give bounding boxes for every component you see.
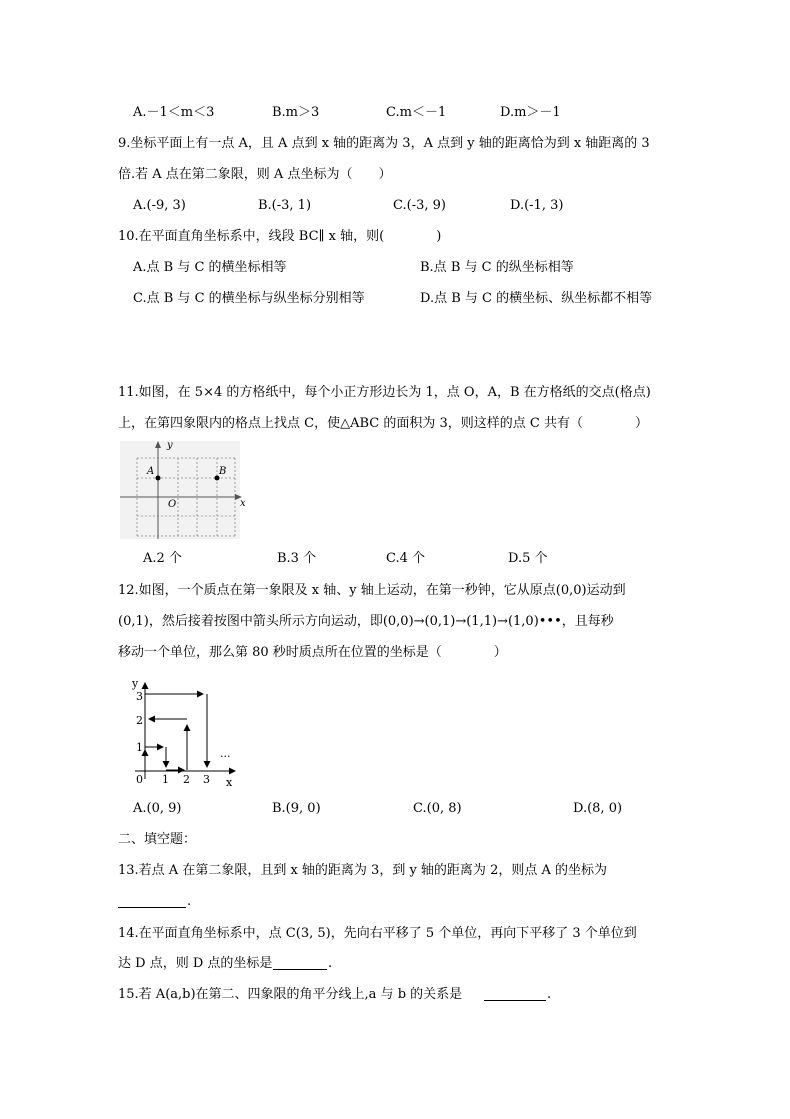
q8-option-d: D.m＞－1 xyxy=(500,105,561,120)
q11-grid-figure xyxy=(118,436,248,542)
q11-option-c: C.4 个 xyxy=(386,551,426,566)
q10-stem: 10.在平面直角坐标系中，线段 BC∥ x 轴，则( ) xyxy=(118,229,442,244)
q9-option-c: C.(-3, 9) xyxy=(393,198,446,213)
q12-option-d: D.(8, 0) xyxy=(573,801,623,816)
q15-answer-blank[interactable] xyxy=(484,1000,546,1001)
q9-stem-line1: 9.坐标平面上有一点 A，且 A 点到 x 轴的距离为 3，A 点到 y 轴的距离恰为到 x 轴距离的 3 xyxy=(118,136,650,151)
q14-period: . xyxy=(328,956,333,971)
q13-answer-blank[interactable] xyxy=(118,907,186,908)
q11-point-a-dot xyxy=(156,476,161,481)
q14-answer-blank[interactable] xyxy=(273,969,327,970)
q10-option-c: C.点 B 与 C 的横坐标与纵坐标分别相等 xyxy=(133,291,365,306)
q12-option-a: A.(0, 9) xyxy=(133,801,182,816)
q12-y-label: y xyxy=(132,677,139,690)
q9-stem-line2: 倍.若 A 点在第二象限，则 A 点坐标为（ ） xyxy=(118,167,392,182)
q11-point-b-label: B xyxy=(219,466,227,477)
q12-x-tick-3: 3 xyxy=(203,773,210,786)
q12-y-tick-2: 2 xyxy=(136,714,143,727)
section-title-fill-in: 二、填空题： xyxy=(118,832,197,847)
q11-origin-label: O xyxy=(168,499,177,510)
q12-stem-line2: (0,1)，然后接着按图中箭头所示方向运动，即(0,0)→(0,1)→(1,1)→(1,0)•••，且每秒 xyxy=(118,614,614,629)
q12-stem-line3: 移动一个单位，那么第 80 秒时质点所在位置的坐标是（ ） xyxy=(118,645,507,660)
q12-x-tick-2: 2 xyxy=(183,773,190,786)
q8-option-c: C.m＜－1 xyxy=(386,105,447,120)
q13-line1: 13.若点 A 在第二象限，且到 x 轴的距离为 3，到 y 轴的距离为 2，则点 A 的坐标为 xyxy=(118,863,607,878)
q8-option-b: B.m＞3 xyxy=(272,105,320,120)
q12-stem-line1: 12.如图，一个质点在第一象限及 x 轴、y 轴上运动，在第一秒钟，它从原点(0,0)运动到 xyxy=(118,583,626,598)
q14-line1: 14.在平面直角坐标系中，点 C(3, 5)，先向右平移了 5 个单位，再向下平移了 3 个单位到 xyxy=(118,926,637,941)
q11-stem-line1: 11.如图，在 5×4 的方格纸中，每个小正方形边长为 1，点 O，A，B 在方格纸的交点(格点) xyxy=(118,385,651,400)
q8-option-a: A.－1＜m＜3 xyxy=(133,105,215,120)
q12-ellipsis: ... xyxy=(220,747,231,760)
q12-option-c: C.(0, 8) xyxy=(413,801,462,816)
q12-x-label: x xyxy=(226,776,233,789)
q11-stem-line2: 上，在第四象限内的格点上找点 C，使△ABC 的面积为 3，则这样的点 C 共有（ ） xyxy=(118,416,648,431)
q11-x-label: x xyxy=(240,498,246,509)
q15-text: 15.若 A(a,b)在第二、四象限的角平分线上,a 与 b 的关系是 xyxy=(118,987,463,1002)
q12-y-tick-3: 3 xyxy=(136,690,143,703)
q12-x-tick-1: 1 xyxy=(162,773,169,786)
q12-y-tick-1: 1 xyxy=(136,741,143,754)
q11-point-a-label: A xyxy=(147,466,155,477)
q13-period: . xyxy=(187,894,192,909)
q11-y-label: y xyxy=(167,440,173,451)
q9-option-b: B.(-3, 1) xyxy=(258,198,312,213)
q11-option-a: A.2 个 xyxy=(143,551,182,566)
q15-period: . xyxy=(547,987,552,1002)
q14-line2: 达 D 点，则 D 点的坐标是 xyxy=(118,956,273,971)
q11-option-d: D.5 个 xyxy=(508,551,548,566)
q10-option-a: A.点 B 与 C 的横坐标相等 xyxy=(133,260,287,275)
q10-option-d: D.点 B 与 C 的横坐标、纵坐标都不相等 xyxy=(420,291,653,306)
q9-option-d: D.(-1, 3) xyxy=(510,198,564,213)
q12-x-tick-0: 0 xyxy=(136,773,143,786)
q11-option-b: B.3 个 xyxy=(277,551,317,566)
q9-option-a: A.(-9, 3) xyxy=(133,198,186,213)
q12-path-figure xyxy=(125,673,245,793)
q10-option-b: B.点 B 与 C 的纵坐标相等 xyxy=(420,260,574,275)
q12-option-b: B.(9, 0) xyxy=(272,801,321,816)
